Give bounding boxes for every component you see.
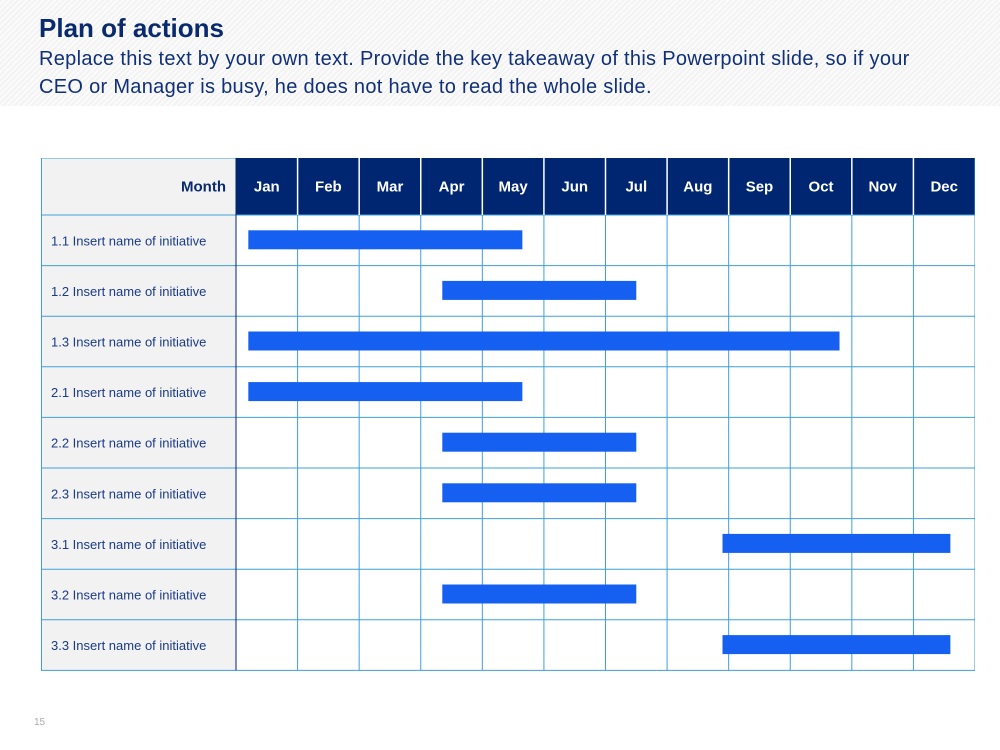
month-label-apr: Apr — [438, 178, 465, 196]
task-label: 2.3 Insert name of initiative — [51, 486, 207, 502]
gantt-bar — [442, 281, 636, 300]
month-label-feb: Feb — [315, 178, 342, 196]
gantt-bar — [248, 230, 522, 249]
gantt-bar — [442, 483, 636, 502]
task-label: 1.1 Insert name of initiative — [51, 233, 207, 249]
month-header-label: Month — [181, 178, 226, 196]
gantt-bar — [723, 534, 951, 553]
month-label-aug: Aug — [683, 178, 713, 196]
gantt-bar — [442, 433, 636, 452]
gantt-svg — [41, 158, 975, 671]
gantt-bar — [723, 635, 951, 654]
page-title: Plan of actions — [39, 13, 224, 43]
gantt-chart — [41, 158, 975, 671]
month-label-oct: Oct — [808, 178, 834, 196]
month-label-mar: Mar — [376, 178, 404, 196]
task-label: 3.1 Insert name of initiative — [51, 536, 207, 552]
gantt-bar — [248, 382, 522, 401]
task-label: 3.3 Insert name of initiative — [51, 638, 207, 654]
month-label-may: May — [498, 178, 528, 196]
month-label-jul: Jul — [625, 178, 648, 196]
month-label-jun: Jun — [561, 178, 589, 196]
month-label-sep: Sep — [745, 178, 774, 196]
page-subtitle: Replace this text by your own text. Provide the key takeaway of this Powerpoint slide, so if your CEO or Manager is busy, he does not have to read the whole slide. — [39, 48, 910, 98]
task-label: 2.2 Insert name of initiative — [51, 435, 207, 451]
task-label: 1.2 Insert name of initiative — [51, 283, 207, 299]
task-label: 2.1 Insert name of initiative — [51, 385, 207, 401]
gantt-bar — [442, 585, 636, 604]
month-label-nov: Nov — [868, 178, 897, 196]
gantt-bar — [248, 332, 839, 351]
month-label-dec: Dec — [930, 178, 958, 196]
task-label: 3.2 Insert name of initiative — [51, 587, 207, 603]
task-label: 1.3 Insert name of initiative — [51, 334, 207, 350]
month-label-jan: Jan — [253, 178, 280, 196]
page-number: 15 — [34, 717, 46, 728]
